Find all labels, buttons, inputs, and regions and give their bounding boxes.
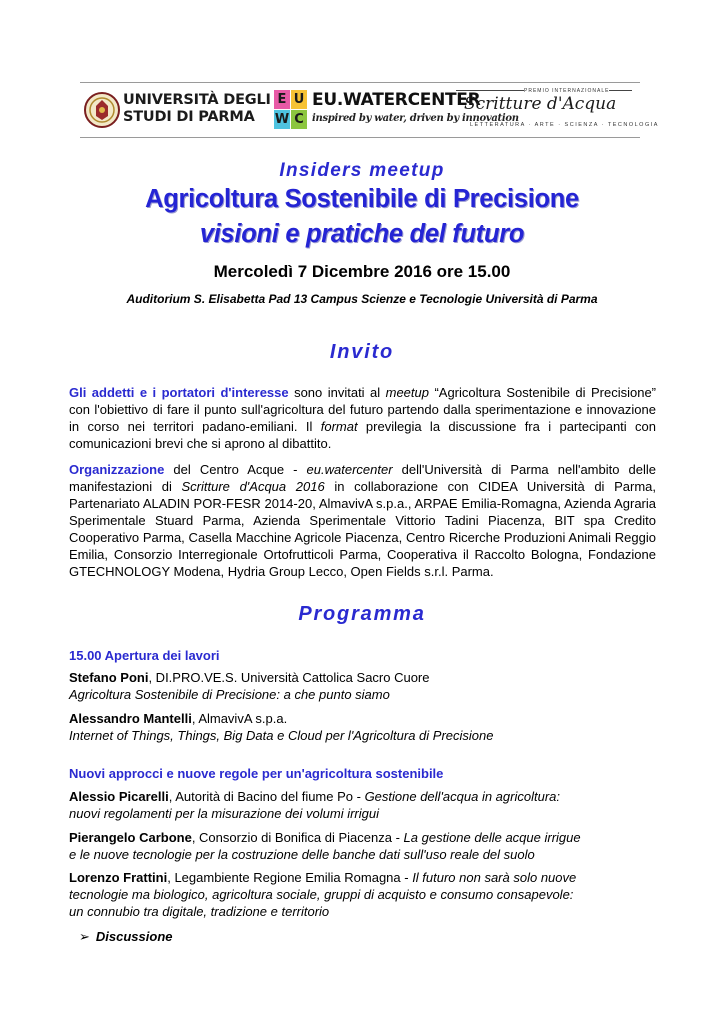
prize-title: Scritture d'Acqua	[464, 94, 617, 114]
event-kicker: Insiders meetup	[279, 160, 445, 181]
prize-top-text: PREMIO INTERNAZIONALE	[524, 88, 610, 94]
speaker-affiliation: , AlmavivA s.p.a.	[191, 711, 288, 726]
university-name-line2: STUDI DI PARMA	[123, 109, 255, 125]
org-scritture: Scritture d'Acqua 2016	[181, 479, 325, 494]
event-date: Mercoledì 7 Dicembre 2016 ore 15.00	[213, 262, 511, 281]
invito-heading: Invito	[329, 341, 395, 363]
euwc-tagline: inspired by water, driven by innovation	[312, 113, 519, 124]
talk-picarelli-1: Gestione dell'acqua in agricoltura:	[364, 789, 560, 804]
speaker-mantelli	[69, 711, 287, 726]
euwc-letter-u: U	[291, 90, 307, 109]
university-seal-icon	[84, 90, 120, 130]
university-name	[123, 92, 271, 126]
logo-bar	[82, 88, 659, 132]
euwatercenter-logo	[274, 90, 519, 132]
speaker-name: Lorenzo Frattini	[69, 870, 168, 885]
invito-meetup: meetup	[385, 385, 429, 400]
euwc-letter-grid	[274, 90, 308, 130]
talk-frattini-2: tecnologie ma biologico, agricoltura sociale, gruppi di acquisto e consumo consapevole:	[69, 887, 574, 902]
speaker-affiliation: , DI.PRO.VE.S. Università Cattolica Sacro Cuore	[148, 670, 430, 685]
section-nuovi-approcci: Nuovi approcci e nuove regole per un'agricoltura sostenibile	[69, 766, 444, 781]
speaker-name: Pierangelo Carbone	[69, 830, 192, 845]
speaker-carbone	[69, 830, 581, 845]
euwc-letter-e: E	[274, 90, 290, 109]
header-top-rule	[80, 82, 640, 83]
invito-text-b: “Agricoltura Sostenibile di Precisione” con l'obiettivo di fare il punto sull'agricoltura del futuro partendo dalla sperimentazione e innovazione in corso nei territori padano-emiliani. Il	[69, 385, 657, 434]
speaker-picarelli	[69, 789, 560, 804]
speaker-frattini	[69, 870, 576, 885]
invito-lead: Gli addetti e i portatori d'interesse	[69, 385, 289, 400]
event-venue: Auditorium S. Elisabetta Pad 13 Campus Scienze e Tecnologie Università di Parma	[126, 292, 598, 306]
organizzazione-lead: Organizzazione	[69, 462, 165, 477]
speaker-affiliation: , Consorzio di Bonifica di Piacenza -	[191, 830, 404, 845]
talk-mantelli: Internet of Things, Things, Big Data e Cloud per l'Agricoltura di Precisione	[69, 728, 494, 743]
speaker-poni	[69, 670, 430, 685]
speaker-name: Stefano Poni	[69, 670, 149, 685]
invito-text-c: previlegia la discussione fra i partecipanti con comunicazioni brevi che si aprono al dibattito.	[69, 419, 656, 451]
euwc-name: EU.WATERCENTER	[312, 90, 481, 110]
org-text-c: in collaborazione con CIDEA Università di Parma, Partenariato ALADIN POR-FESR 2014-20, AlmavivA s.p.a., ARPAE Emilia-Romagna, Azienda Agraria Sperimentale Stuard Parma, Azienda Sperimentale Vittorio Tadini Piacenza, BIT spa Credito Cooperativo Parma, Casella Macchine Agricole Piacenza, Centro Ricerche Produzioni Animali Reggio Emilia, Consorzio Interregionale Ortofrutticoli Parma, Cooperativa il Raccolto Bologna, Fondazione GTECHNOLOGY Modena, Hydria Group Lecco, Open Fields s.r.l. Parma.	[69, 479, 656, 579]
section-apertura: 15.00 Apertura dei lavori	[69, 648, 220, 663]
org-euwc: eu.watercenter	[306, 462, 393, 477]
event-title-line2: visioni e pratiche del futuro	[199, 220, 525, 248]
euwc-letter-c: C	[291, 110, 307, 129]
talk-frattini-3: un connubio tra digitale, tradizione e territorio	[69, 904, 330, 919]
euwc-letter-w: W	[274, 112, 290, 127]
speaker-name: Alessandro Mantelli	[69, 711, 192, 726]
university-name-line1: UNIVERSITÀ DEGLI	[123, 92, 271, 108]
talk-picarelli-2: nuovi regolamenti per la misurazione dei volumi irrigui	[69, 806, 379, 821]
talk-poni: Agricoltura Sostenibile di Precisione: a che punto siamo	[69, 687, 390, 702]
org-text-b: dell'Università di Parma nell'ambito delle manifestazioni di	[69, 462, 657, 494]
prize-subtitle: LETTERATURA · ARTE · SCIENZA · TECNOLOGIA	[470, 122, 659, 128]
programma-heading: Programma	[298, 603, 426, 625]
talk-carbone-2: e le nuove tecnologie per la costruzione delle banche dati sull'uso reale del suolo	[69, 847, 535, 862]
speaker-affiliation: , Autorità di Bacino del fiume Po -	[168, 789, 365, 804]
invito-text-a: sono invitati al	[288, 385, 386, 400]
university-logo	[82, 88, 272, 132]
speaker-affiliation: , Legambiente Regione Emilia Romagna -	[167, 870, 413, 885]
arrow-bullet-icon: ➢	[79, 930, 90, 945]
scritture-dacqua-logo	[456, 88, 659, 132]
talk-carbone-1: La gestione delle acque irrigue	[403, 830, 581, 845]
org-text-a: del Centro Acque -	[164, 462, 307, 477]
discussion-label: Discussione	[95, 929, 173, 944]
organizzazione-paragraph	[69, 461, 656, 580]
speaker-name: Alessio Picarelli	[69, 789, 169, 804]
header-bottom-rule	[80, 137, 640, 138]
invito-paragraph	[69, 384, 656, 452]
talk-frattini-1: Il futuro non sarà solo nuove	[412, 870, 577, 885]
discussion-item	[79, 929, 173, 945]
event-title-line1: Agricoltura Sostenibile di Precisione	[145, 185, 579, 213]
invito-format: format	[320, 419, 358, 434]
